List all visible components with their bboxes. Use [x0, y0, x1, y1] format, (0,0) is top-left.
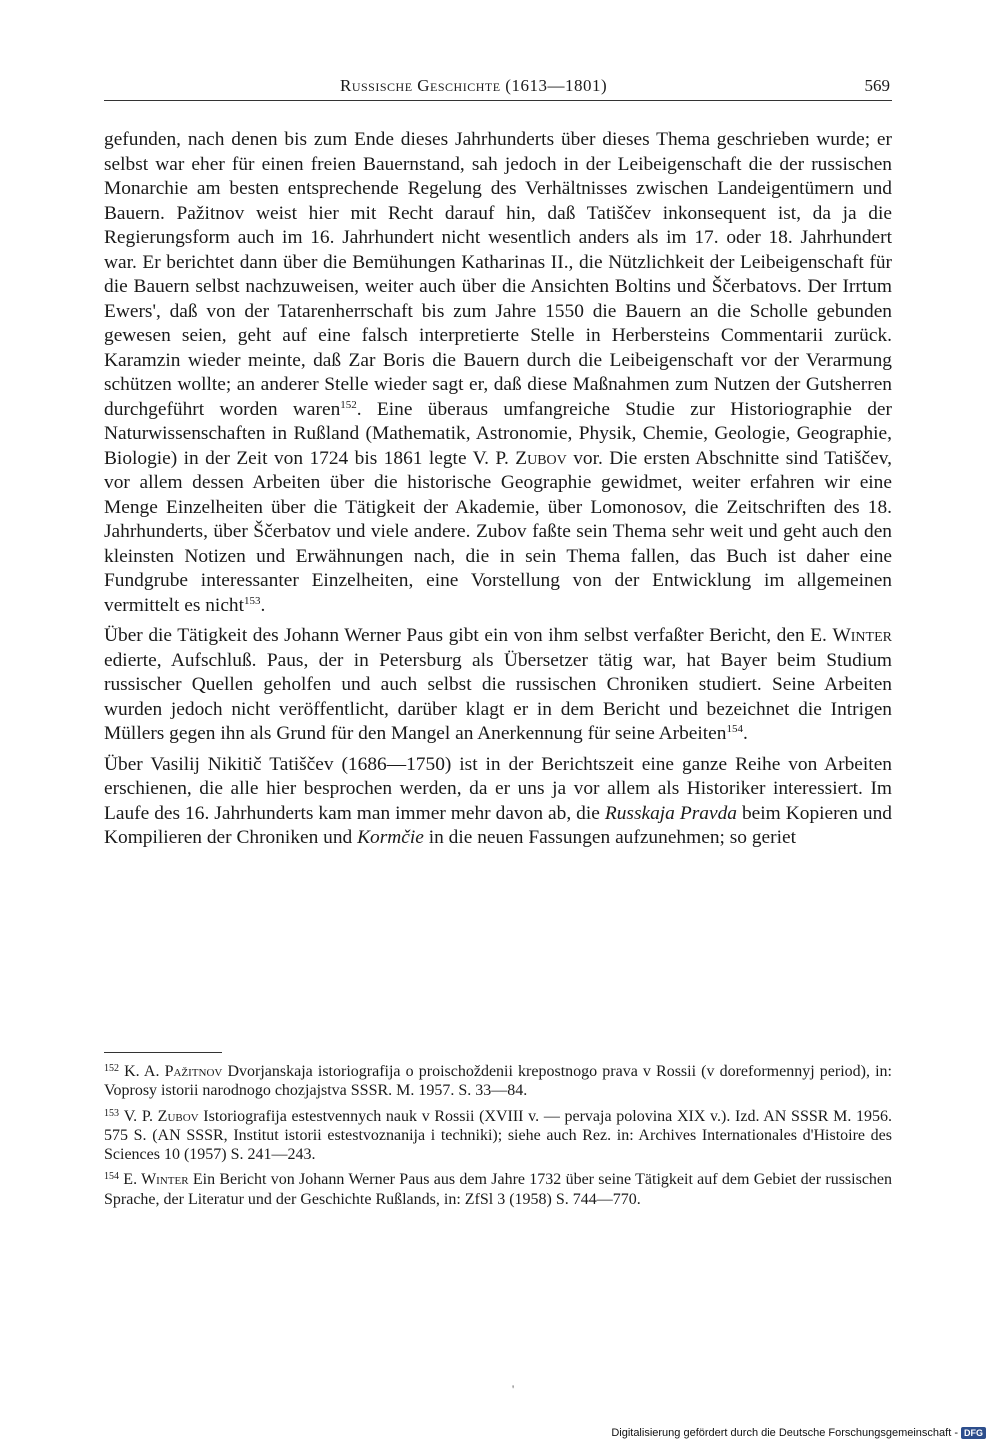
credit-text: Digitalisierung gefördert durch die Deutsche Forschungsgemeinschaft - — [611, 1427, 958, 1439]
footnote: $^{152}$ K. A. Pažitnov Dvorjanskaja istoriografija o proischoždenii krepostnogo prava v Rossii (v doreformennyj period), in: Voprosy istorii narodnogo chozjajstva SSSR. M. 1957. S. 33—84. — [104, 1063, 892, 1100]
page-number: 569 — [864, 76, 890, 95]
footnotes — [104, 1062, 892, 1215]
footnote-number: 152 — [104, 1063, 119, 1074]
footnote-number: 154 — [104, 1171, 119, 1183]
work-title: Russkaja Pravda — [604, 802, 737, 824]
dfg-logo-icon: DFG — [961, 1427, 986, 1439]
main-text — [104, 128, 892, 851]
footnote-author: V. P. Zubov — [123, 1107, 199, 1125]
footnote-ref[interactable]: 153 — [244, 594, 261, 607]
footnote: $^{154}$ E. Winter Ein Bericht von Johann Werner Paus aus dem Jahre 1732 über seine Tätigkeit auf dem Gebiet der russischen Sprache, der Literatur und der Geschichte Rußlands, in: ZfSl 3 (1958) S. 744—770. — [104, 1171, 893, 1208]
author-name: Winter — [832, 625, 892, 646]
page-header — [104, 74, 892, 101]
running-title: Russische Geschichte (1613—1801) — [340, 76, 608, 95]
footnote-divider — [104, 1052, 222, 1053]
footnote-author: K. A. Pažitnov — [124, 1063, 223, 1080]
paragraph: gefunden, nach denen bis zum Ende dieses Jahrhunderts über dieses Thema geschrieben wurde; er selbst war eher für einen freien Bauernstand, sah jedoch in der Leibeigenschaft die der russischen Monarchie am besten entsprechende Regelung des Verhältnisses zwischen Landeigentümern und Bauern. Pažitnov weist hier mit Recht darauf hin, daß Tatiščev inkonsequent ist, da ja die Regierungsform auch im 16. Jahrhundert nicht wesentlich anders als im 17. oder 18. Jahrhundert war. Er berichtet dann über die Bemühungen Katharinas II., die Nützlichkeit der Leibeigenschaft für die Bauern selbst nachzuweisen, weiter auch über die Ansichten Boltins und Ščerbatovs. Der Irrtum Ewers', daß von der Tatarenherrschaft bis zum Jahre 1550 die Bauern an die Scholle gebunden gewesen seien, geht auf eine falsch interpretierte Stelle in Herbersteins Commentarii zurück. Karamzin wieder meinte, daß Zar Boris die Bauern durch die Leibeigenschaft vor der Verarmung schützen wollte; an anderer Stelle wieder sagt er, daß diese Maßnahmen zum Nutzen der Gutsherren durchgeführt worden waren$^{152}$. Eine überaus umfangreiche Studie zur Historiographie der Naturwissenschaften in Rußland (Mathematik, Astronomie, Physik, Chemie, Geologie, Geographie, Biologie) in der Zeit von 1724 bis 1861 legte V. P. Zubov vor. Die ersten Abschnitte sind Tatiščev, vor allem dessen Arbeiten über die historische Geographie gewidmet, weiter erfahren wir eine Menge Einzelheiten über die Tätigkeit der Akademie, über Lomonosov, die Zeitschriften des 18. Jahrhunderts, über Ščerbatov und viele andere. Zubov faßte sein Thema sehr weit und geht auch den kleinsten Notizen und Erwähnungen nach, die in sein Thema fallen, das Buch ist daher eine Fundgrube interessanter Einzelheiten, eine Vorstellung von der Entwicklung im allgemeinen vermittelt es nicht$^{153}$. — [104, 129, 892, 616]
footnote-ref[interactable]: 152 — [340, 398, 357, 411]
footnote: $^{153}$ V. P. Zubov Istoriografija estestvennych nauk v Rossii (XVIII v. — pervaja polovina XIX v.). Izd. AN SSSR M. 1956. 575 S. (AN SSSR, Institut istorii estestvoznanija i techniki); siehe auch Rez. in: Archives Internationales d'Histoire des Sciences 10 (1957) S. 241—243. — [104, 1107, 892, 1164]
paragraph: Über die Tätigkeit des Johann Werner Paus gibt ein von ihm selbst verfaßter Bericht, den E. Winter edierte, Aufschluß. Paus, der in Petersburg als Übersetzer tätig war, hat Bayer beim Studium russischer Quellen geholfen und auch selbst die russischen Chroniken studiert. Seine Arbeiten wurden jedoch nicht veröffentlicht, darüber klagt er in dem Bericht und bezeichnet die Intrigen Müllers gegen ihn als Grund für den Mangel an Anerkennung für seine Arbeiten$^{154}$. — [104, 625, 892, 744]
stray-mark: ' — [512, 1382, 515, 1396]
digitization-credit — [611, 1427, 986, 1439]
footnote-author: E. Winter — [123, 1171, 189, 1189]
author-name: Zubov — [515, 447, 567, 469]
footnote-number: 153 — [104, 1107, 119, 1119]
paragraph: Über Vasilij Nikitič Tatiščev (1686—1750) ist in der Berichtszeit eine ganze Reihe von Arbeiten erschienen, die alle hier besprochen werden, da er uns ja vor allem als Historiker interessiert. Im Laufe des 16. Jahrhunderts kam man immer mehr davon ab, die Russkaja Pravda beim Kopieren und Kompilieren der Chroniken und Kormčie in die neuen Fassungen aufzunehmen; so geriet — [104, 753, 892, 848]
footnote-ref[interactable]: 154 — [726, 723, 743, 735]
work-title: Kormčie — [357, 827, 424, 848]
